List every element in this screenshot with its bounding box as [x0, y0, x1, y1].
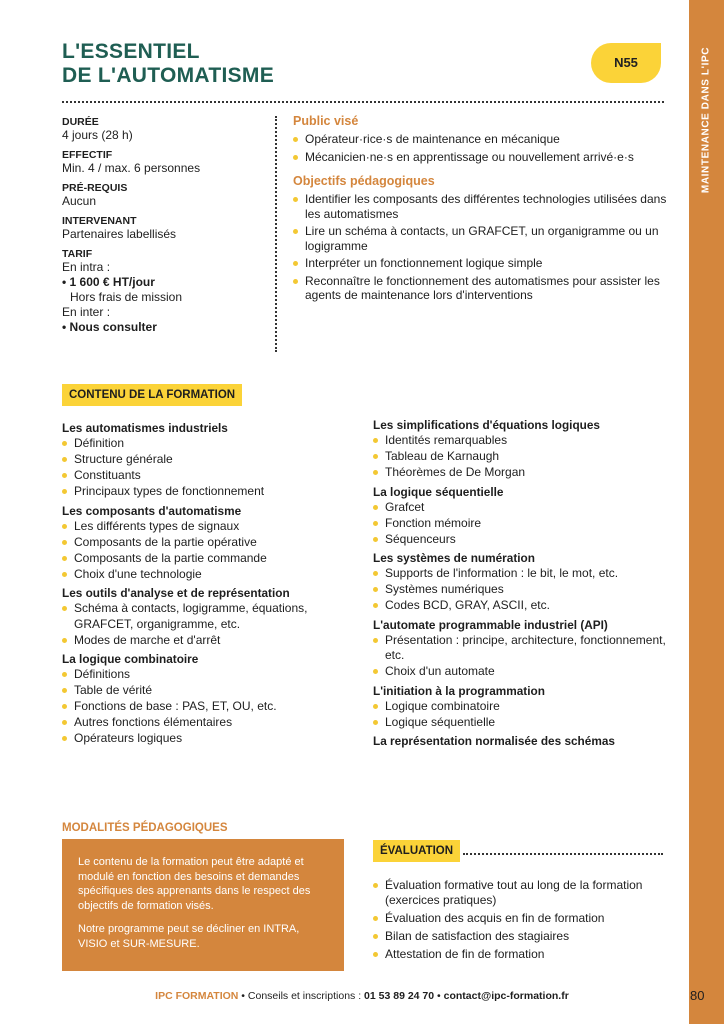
list-item: Logique séquentielle — [373, 715, 673, 731]
public-title: Public visé — [293, 114, 359, 128]
page-number: 80 — [690, 988, 705, 1003]
list-item: Structure générale — [62, 452, 362, 468]
public-objectifs — [293, 114, 681, 306]
list-item: Composants de la partie opérative — [62, 535, 362, 551]
list-item: Évaluation des acquis en fin de formation — [373, 911, 683, 926]
tarif-inter-note: • Nous consulter — [62, 320, 157, 334]
group-title: Les systèmes de numération — [373, 551, 535, 565]
list-item: Schéma à contacts, logigramme, équations, GRAFCET, organigramme, etc. — [62, 601, 362, 632]
list-item: Opérateur·rice·s de maintenance en mécanique — [293, 132, 681, 147]
list-item: Séquenceurs — [373, 532, 673, 548]
footer-text: • Conseils et inscriptions : — [238, 990, 365, 1002]
prerequis-label: PRÉ-REQUIS — [62, 182, 128, 194]
tarif-inter: En inter : — [62, 305, 111, 319]
list-item: Composants de la partie commande — [62, 551, 362, 567]
header-divider — [62, 101, 664, 103]
evaluation-section — [373, 878, 683, 965]
content-right-column — [373, 418, 673, 749]
list-item: Attestation de fin de formation — [373, 947, 683, 962]
list-item: Logique combinatoire — [373, 699, 673, 715]
course-code-badge: N55 — [591, 43, 661, 83]
list-item: Présentation : principe, architecture, fonctionnement, etc. — [373, 633, 673, 664]
modalites-box — [62, 839, 344, 971]
group-title: L'automate programmable industriel (API) — [373, 617, 608, 632]
list-item: Opérateurs logiques — [62, 731, 362, 747]
footer-brand: IPC FORMATION — [155, 990, 239, 1002]
page-title — [62, 40, 274, 88]
title-line-1: L'ESSENTIEL — [62, 40, 200, 63]
group-list — [373, 699, 673, 731]
intervenant-value: Partenaires labellisés — [62, 227, 177, 241]
group-title: Les simplifications d'équations logiques — [373, 418, 600, 432]
group-list — [62, 436, 362, 500]
list-item: Principaux types de fonctionnement — [62, 484, 362, 500]
list-item: Identités remarquables — [373, 433, 673, 449]
group-list — [373, 633, 673, 680]
tarif-intra-note: Hors frais de mission — [70, 290, 183, 304]
course-infos — [62, 116, 267, 335]
group-list — [373, 500, 673, 548]
footer-email[interactable]: contact@ipc-formation.fr — [443, 990, 569, 1002]
footer — [0, 990, 724, 1002]
group-list — [373, 566, 673, 614]
modalites-text-1: Le contenu de la formation peut être adapté et modulé en fonction des besoins et demandes spécifiques des apprenants dans le respect des objectifs de formation visés. — [78, 856, 311, 912]
effectif-label: EFFECTIF — [62, 149, 113, 161]
title-line-2: DE L'AUTOMATISME — [62, 64, 275, 87]
list-item: Codes BCD, GRAY, ASCII, etc. — [373, 598, 673, 614]
list-item: Grafcet — [373, 500, 673, 516]
tarif-intra-price: • 1 600 € HT/jour — [62, 275, 155, 289]
footer-separator: • — [434, 990, 444, 1002]
contenu-label: CONTENU DE LA FORMATION — [62, 384, 242, 406]
list-item: Évaluation formative tout au long de la formation (exercices pratiques) — [373, 878, 683, 908]
group-title: Les outils d'analyse et de représentation — [62, 586, 290, 600]
list-item: Choix d'un automate — [373, 664, 673, 680]
list-item: Définition — [62, 436, 362, 452]
modalites-title: MODALITÉS PÉDAGOGIQUES — [62, 822, 228, 834]
list-item: Table de vérité — [62, 683, 362, 699]
list-item: Systèmes numériques — [373, 582, 673, 598]
list-item: Interpréter un fonctionnement logique simple — [293, 256, 681, 271]
objectifs-list — [293, 192, 681, 303]
list-item: Constituants — [62, 468, 362, 484]
list-item: Bilan de satisfaction des stagiaires — [373, 929, 683, 944]
evaluation-list — [373, 878, 683, 962]
objectifs-title: Objectifs pédagogiques — [293, 174, 435, 188]
list-item: Autres fonctions élémentaires — [62, 715, 362, 731]
list-item: Les différents types de signaux — [62, 519, 362, 535]
evaluation-label: ÉVALUATION — [373, 840, 460, 862]
effectif-value: Min. 4 / max. 6 personnes — [62, 161, 201, 175]
list-item: Lire un schéma à contacts, un GRAFCET, un organigramme ou un logigramme — [293, 224, 681, 253]
intervenant-label: INTERVENANT — [62, 215, 137, 227]
duree-label: DURÉE — [62, 116, 99, 128]
group-title: L'initiation à la programmation — [373, 683, 545, 698]
list-item: Reconnaître le fonctionnement des automatismes pour assister les agents de maintenance lors d'interventions — [293, 274, 681, 303]
list-item: Tableau de Karnaugh — [373, 449, 673, 465]
list-item: Fonctions de base : PAS, ET, OU, etc. — [62, 699, 362, 715]
group-title: La représentation normalisée des schémas — [373, 734, 615, 748]
tarif-label: TARIF — [62, 248, 93, 260]
list-item: Choix d'une technologie — [62, 567, 362, 583]
list-item: Fonction mémoire — [373, 516, 673, 532]
group-list — [62, 519, 362, 583]
group-title: La logique séquentielle — [373, 484, 504, 499]
list-item: Définitions — [62, 667, 362, 683]
group-title: Les composants d'automatisme — [62, 503, 242, 518]
group-title: La logique combinatoire — [62, 652, 199, 666]
side-label: MAINTENANCE DANS L'IPC — [700, 46, 712, 194]
prerequis-value: Aucun — [62, 194, 97, 208]
content-left-column — [62, 421, 362, 747]
evaluation-divider — [463, 853, 663, 855]
group-list — [373, 433, 673, 481]
modalites-text-2: Notre programme peut se décliner en INTRA, VISIO et SUR-MESURE. — [78, 923, 300, 950]
list-item: Identifier les composants des différentes technologies utilisées dans les automatismes — [293, 192, 681, 221]
group-title: Les automatismes industriels — [62, 421, 228, 435]
list-item: Théorèmes de De Morgan — [373, 465, 673, 481]
list-item: Mécanicien·ne·s en apprentissage ou nouvellement arrivé·e·s — [293, 150, 681, 165]
list-item: Supports de l'information : le bit, le mot, etc. — [373, 566, 673, 582]
column-divider — [275, 116, 277, 352]
duree-value: 4 jours (28 h) — [62, 128, 133, 142]
public-list — [293, 132, 681, 164]
tarif-intra: En intra : — [62, 260, 111, 274]
group-list — [62, 667, 362, 747]
list-item: Modes de marche et d'arrêt — [62, 633, 362, 649]
footer-phone[interactable]: 01 53 89 24 70 — [364, 990, 435, 1002]
group-list — [62, 601, 362, 648]
